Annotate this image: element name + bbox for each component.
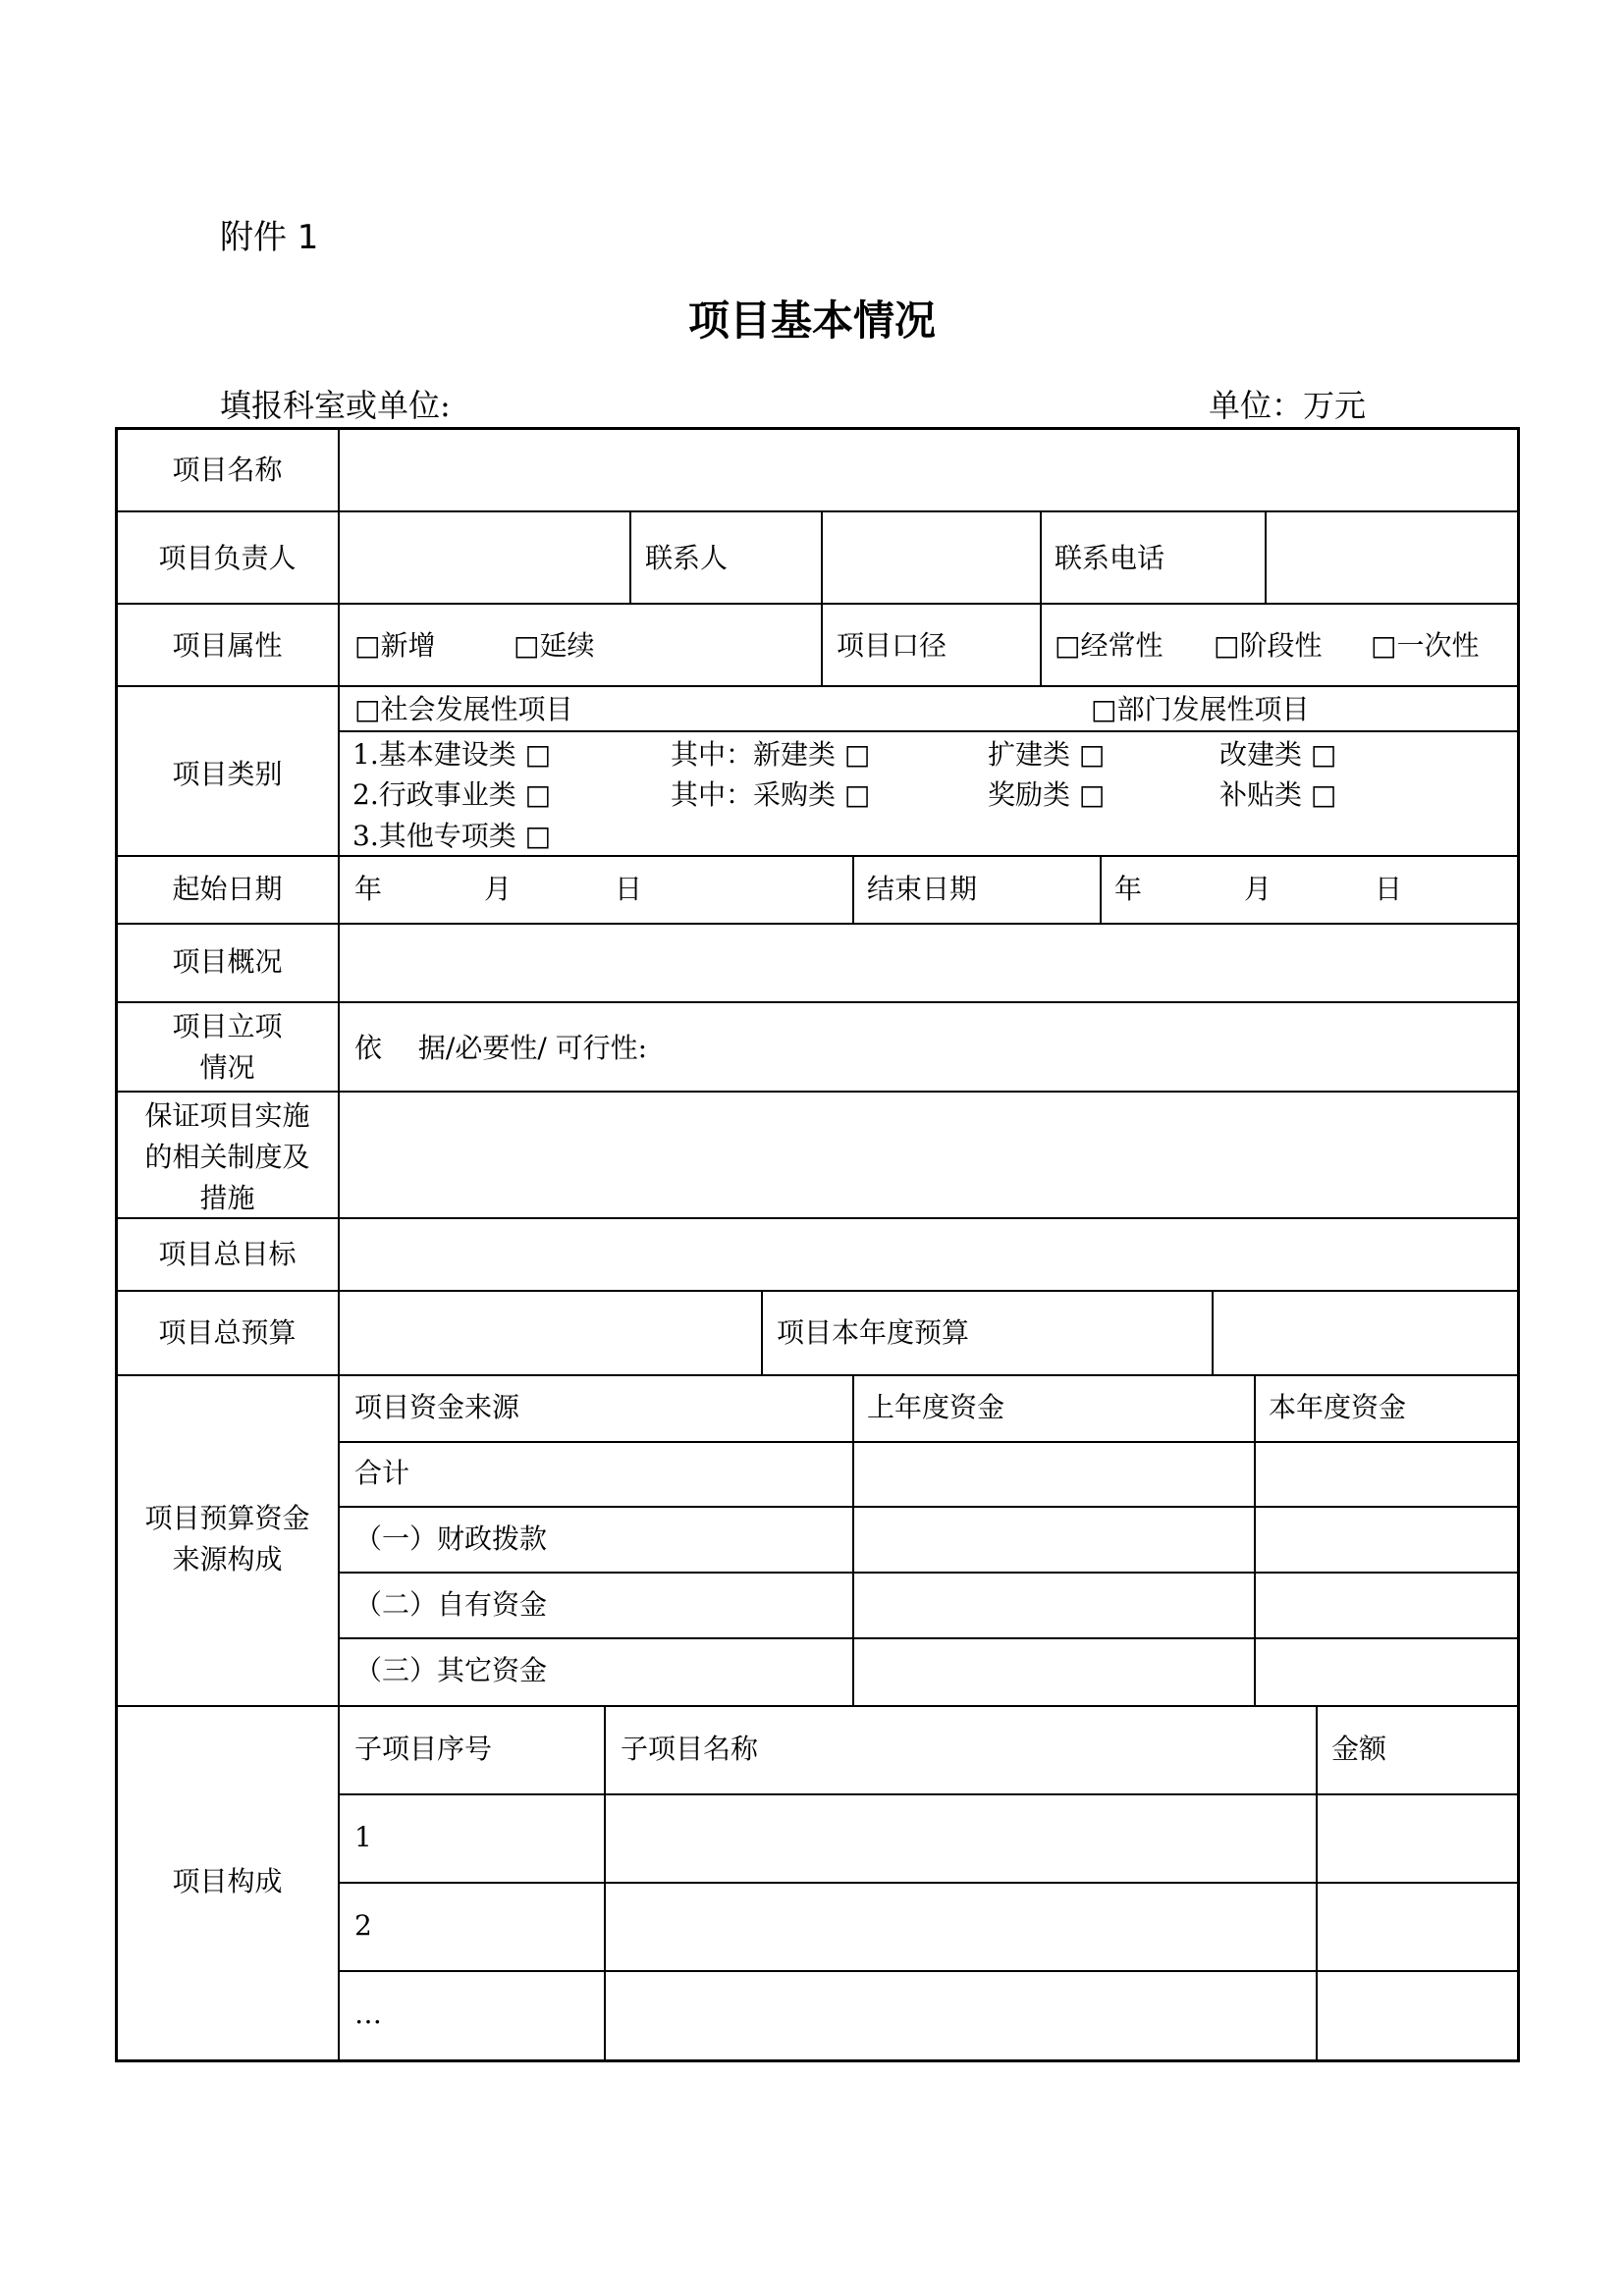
overview-label: 项目概况 bbox=[172, 945, 283, 978]
attr-continue-checkbox[interactable]: □延续 bbox=[514, 629, 595, 662]
guarantee-label-line3: 措施 bbox=[199, 1182, 255, 1214]
fund-source-header: 项目资金来源 bbox=[354, 1391, 520, 1423]
fund-last-year-header: 上年度资金 bbox=[867, 1391, 1005, 1423]
cat2-checkbox[interactable]: 2.行政事业类 □ bbox=[352, 778, 552, 811]
cat2-purchase-checkbox[interactable]: 其中：采购类 □ bbox=[671, 778, 871, 811]
fund-row-other: （三）其它资金 bbox=[354, 1654, 548, 1686]
fund-row-total: 合计 bbox=[354, 1457, 410, 1489]
start-day[interactable]: 日 bbox=[615, 873, 643, 905]
project-attr-label: 项目属性 bbox=[172, 629, 283, 662]
project-leader-field[interactable] bbox=[340, 512, 629, 603]
phone-field[interactable] bbox=[1267, 512, 1517, 603]
project-leader-label: 项目负责人 bbox=[158, 542, 297, 574]
sub-no-header: 子项目序号 bbox=[354, 1733, 493, 1765]
start-year[interactable]: 年 bbox=[354, 873, 383, 905]
composition-label: 项目构成 bbox=[172, 1865, 283, 1897]
start-date-label: 起始日期 bbox=[172, 873, 283, 905]
goal-field[interactable] bbox=[340, 1219, 1517, 1290]
cat1-new-checkbox[interactable]: 其中：新建类 □ bbox=[671, 738, 871, 771]
approval-value[interactable]: 依 据/必要性/ 可行性: bbox=[354, 1032, 648, 1064]
contact-field[interactable] bbox=[631, 512, 821, 603]
guarantee-label-line2: 的相关制度及 bbox=[144, 1141, 310, 1173]
budget-total-field[interactable] bbox=[340, 1292, 761, 1374]
fund-this-year-header: 本年度资金 bbox=[1269, 1391, 1407, 1423]
unit-label: 单位：万元 bbox=[1209, 387, 1367, 424]
sub-row-1: 1 bbox=[354, 1821, 372, 1853]
end-month[interactable]: 月 bbox=[1244, 873, 1272, 905]
budget-total-label: 项目总预算 bbox=[158, 1316, 297, 1349]
cat2-subsidy-checkbox[interactable]: 补贴类 □ bbox=[1219, 778, 1337, 811]
contact-label: 联系人 bbox=[645, 542, 729, 574]
end-year[interactable]: 年 bbox=[1114, 873, 1143, 905]
cat-social-checkbox[interactable]: □社会发展性项目 bbox=[354, 693, 573, 725]
start-month[interactable]: 月 bbox=[484, 873, 513, 905]
cat3-checkbox[interactable]: 3.其他专项类 □ bbox=[352, 820, 552, 852]
cat1-checkbox[interactable]: 1.基本建设类 □ bbox=[352, 738, 552, 771]
cat2-reward-checkbox[interactable]: 奖励类 □ bbox=[988, 778, 1106, 811]
caliber-regular-checkbox[interactable]: □经常性 bbox=[1055, 629, 1164, 662]
fill-dept-label: 填报科室或单位: bbox=[220, 387, 451, 424]
guarantee-label-line1: 保证项目实施 bbox=[144, 1099, 310, 1132]
page-title: 项目基本情况 bbox=[687, 296, 936, 345]
approval-label-line2: 情况 bbox=[199, 1051, 255, 1084]
funding-label-line1: 项目预算资金 bbox=[144, 1502, 310, 1534]
approval-label-line1: 项目立项 bbox=[172, 1010, 283, 1042]
budget-year-label: 项目本年度预算 bbox=[777, 1316, 970, 1349]
end-date-label: 结束日期 bbox=[867, 873, 978, 905]
sub-row-more: … bbox=[354, 1998, 382, 2030]
project-category-label: 项目类别 bbox=[172, 758, 283, 790]
cat1-rebuild-checkbox[interactable]: 改建类 □ bbox=[1219, 738, 1337, 771]
funding-label-line2: 来源构成 bbox=[172, 1543, 283, 1575]
end-day[interactable]: 日 bbox=[1375, 873, 1403, 905]
project-name-label: 项目名称 bbox=[172, 454, 283, 486]
attachment-label: 附件 1 bbox=[220, 218, 319, 257]
fund-row-self: （二）自有资金 bbox=[354, 1588, 548, 1621]
cat-dept-checkbox[interactable]: □部门发展性项目 bbox=[1091, 693, 1310, 725]
cat1-expand-checkbox[interactable]: 扩建类 □ bbox=[988, 738, 1106, 771]
project-name-field[interactable] bbox=[340, 429, 1517, 510]
caliber-stage-checkbox[interactable]: □阶段性 bbox=[1214, 629, 1323, 662]
overview-field[interactable] bbox=[340, 925, 1517, 1001]
sub-name-header: 子项目名称 bbox=[621, 1733, 759, 1765]
attr-new-checkbox[interactable]: □新增 bbox=[354, 629, 436, 662]
fund-row-fiscal: （一）财政拨款 bbox=[354, 1522, 548, 1555]
caliber-label: 项目口径 bbox=[837, 629, 947, 662]
goal-label: 项目总目标 bbox=[158, 1238, 297, 1270]
guarantee-field[interactable] bbox=[340, 1093, 1517, 1217]
phone-label: 联系电话 bbox=[1055, 542, 1165, 574]
sub-row-2: 2 bbox=[354, 1909, 372, 1942]
caliber-once-checkbox[interactable]: □一次性 bbox=[1371, 629, 1480, 662]
budget-year-field[interactable] bbox=[1214, 1292, 1517, 1374]
sub-amount-header: 金额 bbox=[1331, 1733, 1387, 1765]
